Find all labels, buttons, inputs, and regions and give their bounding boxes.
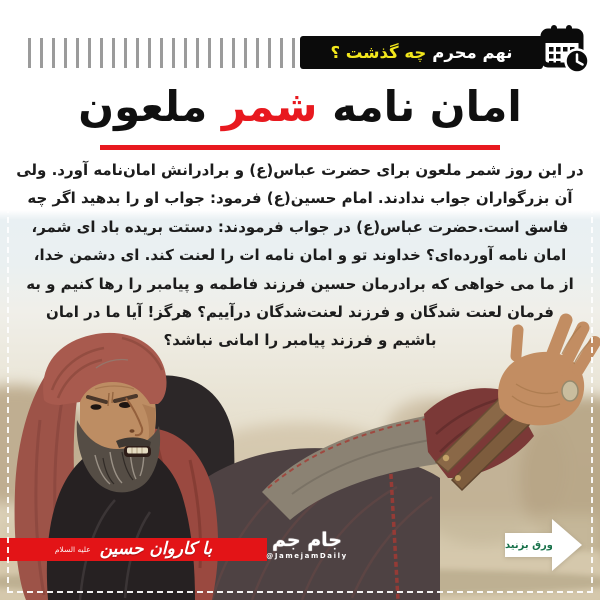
article-line: فرمان لعنت شدگان و فرزند لعنت‌شدگان درآییم؟ هرگز! آیا ما در امان [46,303,554,322]
article-body [8,156,592,355]
arrow-right-icon [505,533,553,557]
title-highlight: شمر [221,82,318,131]
page-title [0,76,600,138]
brand-logo [266,530,348,560]
campaign-title: با کاروان حسین [99,539,213,559]
campaign-ribbon [0,538,267,561]
brand-handle: @JamejamDaily [266,552,348,560]
thumb-ring [562,381,578,401]
article-line: فاسق است.حضرت عباس(ع) در جواب فرمودند: دستت بریده باد ای شمر، [31,217,569,236]
topic-text-white: نهم محرم [432,43,513,62]
title-pre: امان نامه [332,82,522,131]
next-page-button[interactable] [505,518,583,572]
next-page-label: ورق بزنید [505,539,553,551]
brand-logo-text: جام جم [272,529,342,551]
left-eye [91,404,102,410]
article-line: امان نامه آورده‌ای؟ خداوند تو و امان نامه ات را لعنت کند. ای دشمن خدا، [33,246,567,265]
article-line: در این روز شمر ملعون برای حضرت عباس(ع) و برادرانش امان‌نامه آورد. ولی [16,161,584,179]
barcode-decoration [28,38,298,68]
article-line: باشیم و فرزند پیامبر را امانی نباشد؟ [163,331,437,350]
article-line: از ما می خواهی که برادرمان حسین فرزند فاطمه و پیامبر را رها کنیم و به [26,274,574,293]
title-post: ملعون [78,82,208,131]
title-underline [100,145,500,150]
calendar-clock-icon [539,23,595,75]
topic-text-yellow: چه گذشت ؟ [330,43,427,62]
campaign-subtitle: علیه السلام [54,545,91,554]
topic-bar [300,36,543,69]
article-line: آن بزرگواران جواب ندادند. امام حسین(ع) فرمود: جواب او را بدهید اگر چه [27,189,573,208]
arrow-head [552,519,582,571]
